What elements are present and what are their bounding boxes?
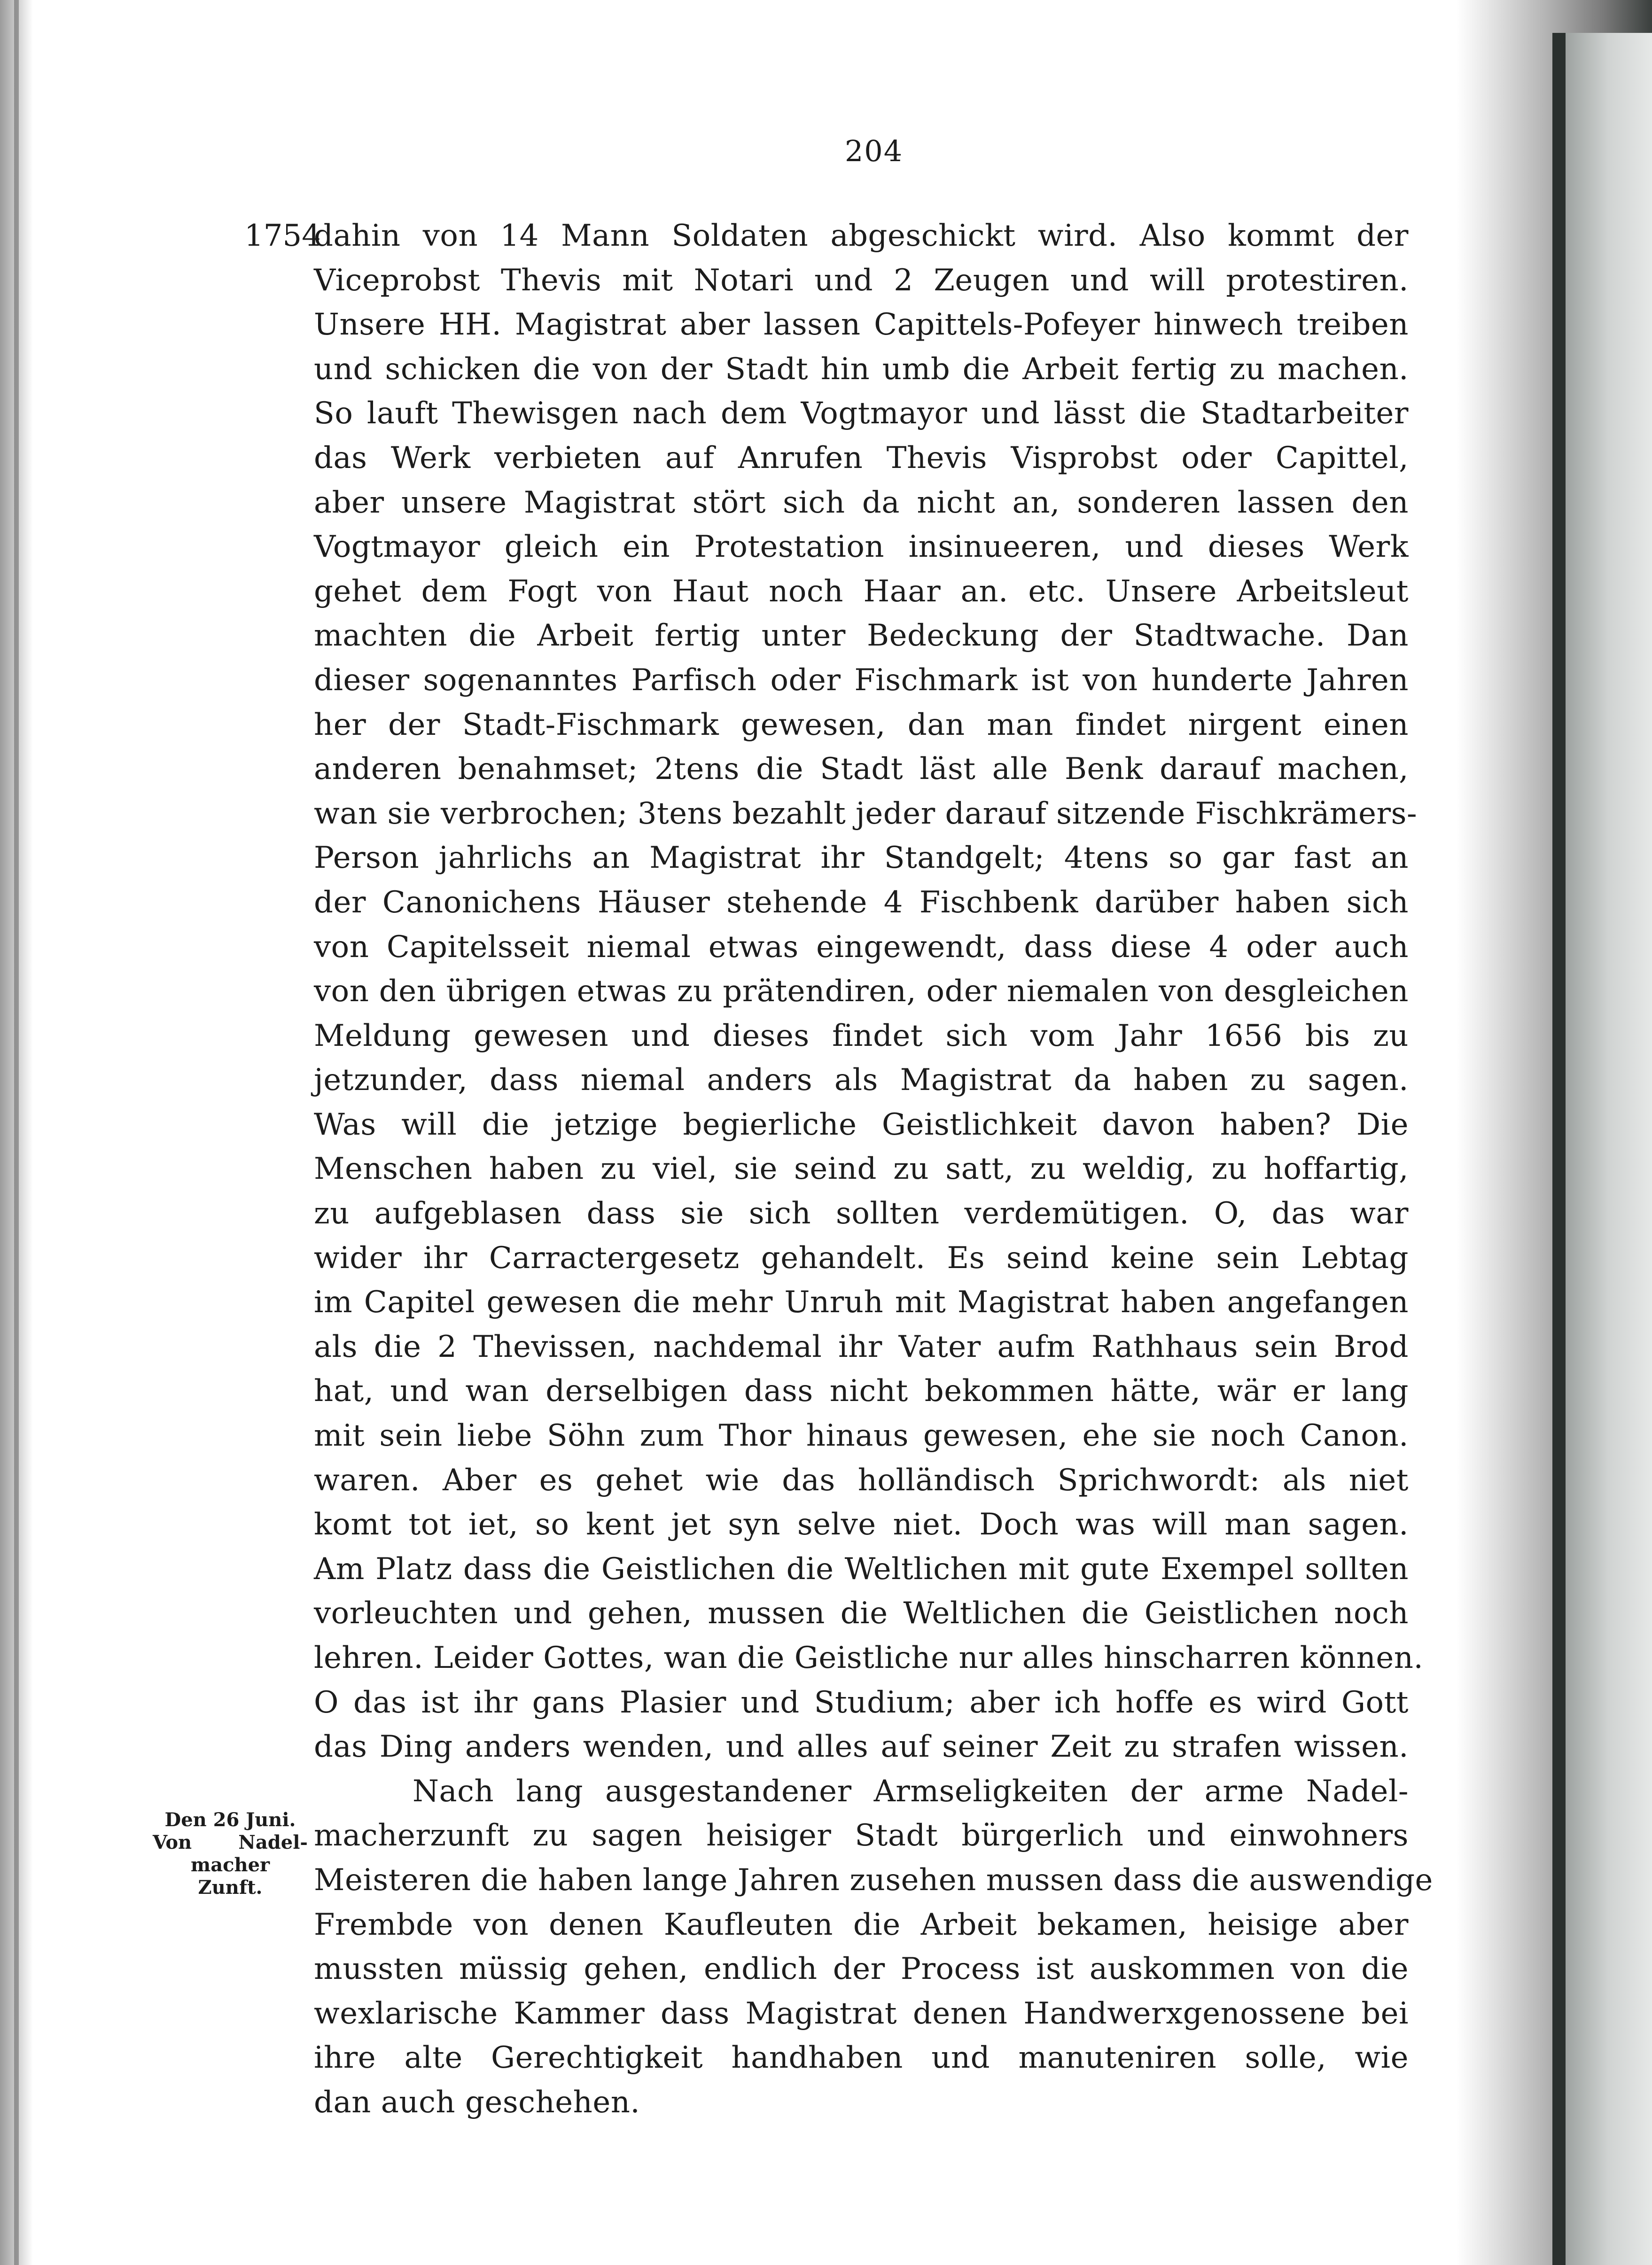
text-line: jetzunder, dass niemal anders als Magistrat da haben zu sagen. <box>314 1063 1409 1098</box>
text-line: lehren. Leider Gottes, wan die Geistliche nur alles hinscharren können. <box>314 1641 1424 1675</box>
text-line: zu aufgeblasen dass sie sich sollten verdemütigen. O, das war <box>314 1196 1409 1231</box>
text-line: vorleuchten und gehen, mussen die Weltlichen die Geistlichen noch <box>314 1596 1409 1631</box>
text-line: Unsere HH. Magistrat aber lassen Capittels-Pofeyer hinwech treiben <box>314 307 1409 342</box>
text-line: wider ihr Carractergesetz gehandelt. Es seind keine sein Lebtag <box>314 1240 1409 1276</box>
text-line: Vogtmayor gleich ein Protestation insinueeren, und dieses Werk <box>314 529 1409 565</box>
text-line: Nach lang ausgestandener Armseligkeiten der arme Nadel- <box>413 1774 1409 1809</box>
text-line: komt tot iet, so kent jet syn selve niet. Doch was will man sagen. <box>314 1507 1409 1542</box>
text-line: waren. Aber es gehet wie das holländisch Sprichwordt: als niet <box>314 1463 1409 1498</box>
text-line: hat, und wan derselbigen dass nicht bekommen hätte, wär er lang <box>314 1374 1409 1409</box>
text-line: aber unsere Magistrat stört sich da nicht an, sonderen lassen den <box>314 485 1409 520</box>
text-line: mit sein liebe Söhn zum Thor hinaus gewesen, ehe sie noch Canon. <box>314 1418 1409 1454</box>
text-line: macherzunft zu sagen heisiger Stadt bürgerlich und einwohners <box>314 1818 1409 1853</box>
text-line: der Canonichens Häuser stehende 4 Fischbenk darüber haben sich <box>314 885 1409 920</box>
text-line: im Capitel gewesen die mehr Unruh mit Magistrat haben angefangen <box>314 1285 1409 1320</box>
text-line: Frembde von denen Kaufleuten die Arbeit bekamen, heisige aber <box>314 1907 1409 1942</box>
text-line: von Capitelsseit niemal etwas eingewendt, dass diese 4 oder auch <box>314 929 1409 965</box>
text-line: Viceprobst Thevis mit Notari und 2 Zeugen und will protestiren. <box>314 263 1409 298</box>
text-line: Was will die jetzige begierliche Geistlichkeit davon haben? Die <box>314 1107 1409 1142</box>
text-line: gehet dem Fogt von Haut noch Haar an. etc. Unsere Arbeitsleut <box>314 574 1409 609</box>
text-line: mussten müssig gehen, endlich der Process ist auskommen von die <box>314 1952 1409 1987</box>
text-line: dahin von 14 Mann Soldaten abgeschickt wird. Also kommt der <box>314 218 1409 253</box>
margin-note-line: Von Nadel- <box>153 1831 308 1853</box>
text-line: her der Stadt-Fischmark gewesen, dan man findet nirgent einen <box>314 707 1409 742</box>
text-line: anderen benahmset; 2tens die Stadt läst alle Benk darauf machen, <box>314 752 1409 787</box>
text-line: ihre alte Gerechtigkeit handhaben und manuteniren solle, wie <box>314 2040 1409 2076</box>
book-spine <box>1552 33 1566 2265</box>
year-marker: 1754 <box>244 218 321 253</box>
text-line: Person jahrlichs an Magistrat ihr Standgelt; 4tens so gar fast an <box>314 841 1409 876</box>
margin-note <box>153 1809 308 1899</box>
text-line: das Werk verbieten auf Anrufen Thevis Visprobst oder Capittel, <box>314 440 1409 475</box>
text-line: wan sie verbrochen; 3tens bezahlt jeder darauf sitzende Fischkrämers- <box>314 796 1418 831</box>
text-line: von den übrigen etwas zu prätendiren, oder niemalen von desgleichen <box>314 974 1409 1009</box>
margin-note-line: Zunft. <box>198 1876 263 1899</box>
margin-note-line: Den 26 Juni. <box>164 1809 296 1831</box>
facing-page-edge <box>1566 33 1652 2265</box>
page-left-edge-line <box>14 0 19 2265</box>
page-number: 204 <box>844 134 904 168</box>
text-line: Meldung gewesen und dieses findet sich vom Jahr 1656 bis zu <box>314 1018 1409 1053</box>
text-line: So lauft Thewisgen nach dem Vogtmayor und lässt die Stadtarbeiter <box>314 396 1409 431</box>
margin-note-line: macher <box>190 1854 270 1876</box>
text-line: O das ist ihr gans Plasier und Studium; aber ich hoffe es wird Gott <box>314 1685 1409 1720</box>
text-line: dan auch geschehen. <box>314 2085 640 2120</box>
text-line: Am Platz dass die Geistlichen die Weltlichen mit gute Exempel sollten <box>314 1551 1409 1587</box>
body-text <box>314 214 1433 2125</box>
text-line: Menschen haben zu viel, sie seind zu satt, zu weldig, zu hoffartig, <box>314 1152 1409 1187</box>
text-line: Meisteren die haben lange Jahren zusehen mussen dass die auswendige <box>314 1862 1433 1898</box>
text-line: das Ding anders wenden, und alles auf seiner Zeit zu strafen wissen. <box>314 1729 1409 1765</box>
text-line: machten die Arbeit fertig unter Bedeckung der Stadtwache. Dan <box>314 618 1409 654</box>
text-line: wexlarische Kammer dass Magistrat denen Handwerxgenossene bei <box>314 1996 1409 2031</box>
text-line: und schicken die von der Stadt hin umb die Arbeit fertig zu machen. <box>314 351 1409 387</box>
text-line: dieser sogenanntes Parfisch oder Fischmark ist von hunderte Jahren <box>314 662 1409 698</box>
text-line: als die 2 Thevissen, nachdemal ihr Vater aufm Rathhaus sein Brod <box>314 1329 1409 1364</box>
